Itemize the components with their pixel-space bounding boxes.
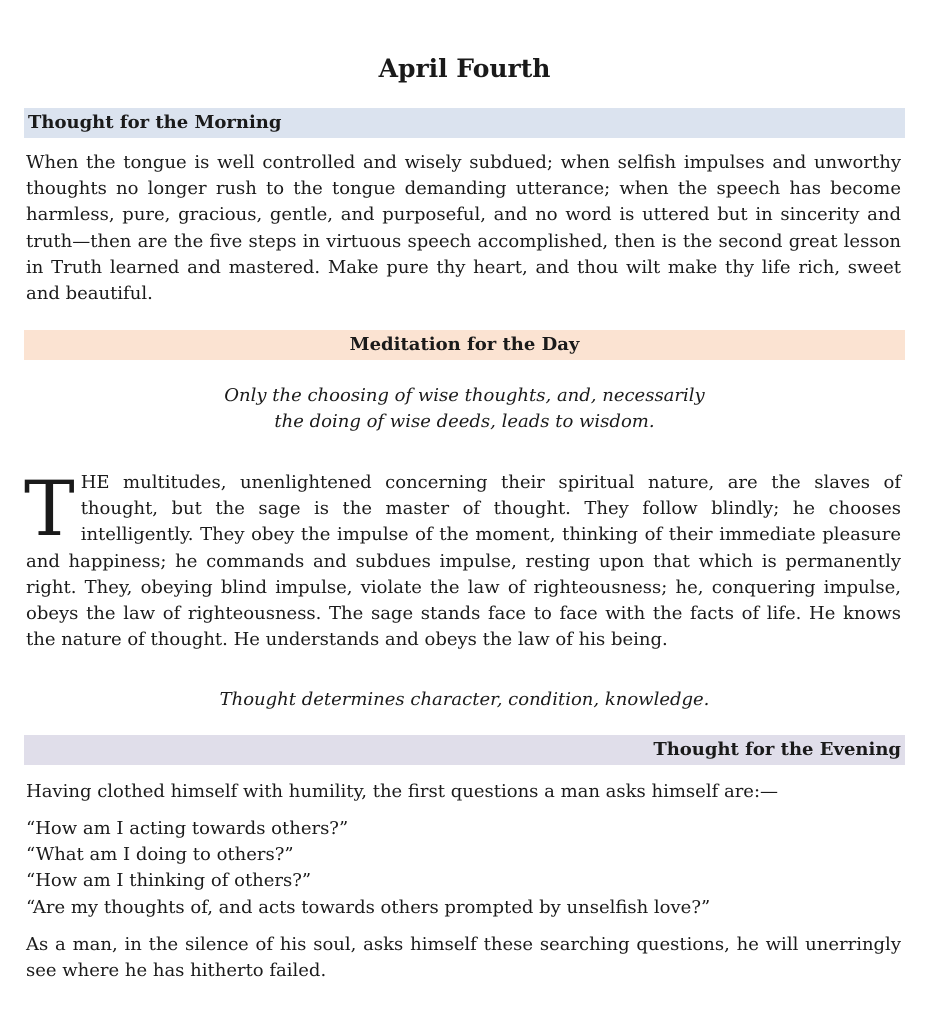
- meditation-quote-line-2: the doing of wise deeds, leads to wisdom.: [274, 411, 655, 433]
- meditation-heading: Meditation for the Day: [24, 330, 905, 360]
- question-list: [26, 816, 901, 921]
- meditation-body: [24, 464, 901, 653]
- question-item: “What am I doing to others?”: [26, 844, 294, 866]
- meditation-quote: [0, 383, 929, 435]
- evening-closing: As a man, in the silence of his soul, asks himself these searching questions, he will unerringly see where he has hitherto failed.: [26, 934, 901, 982]
- evening-intro: Having clothed himself with humility, the first questions a man asks himself are:—: [26, 781, 779, 802]
- meditation-body-text: HE multitudes, unenlightened concerning their spiritual nature, are the slaves of thought, but the sage is the master of thought. They follow blindly; he chooses intelligently. They obey the impulse of the moment, thinking of their immediate pleasure and happiness; he commands and subdues impulse, resting upon that which is permanently right. They, obeying blind impulse, violate the law of righteousness; he, conquering impulse, obeys the law of righteousness. The sage stands face to face with the facts of life. He knows the nature of thought. He understands and obeys the law of his being.: [26, 472, 901, 651]
- page-title: April Fourth: [378, 54, 551, 83]
- question-item: “How am I thinking of others?”: [26, 870, 312, 892]
- question-item: “How am I acting towards others?”: [26, 818, 349, 839]
- morning-text: When the tongue is well controlled and wisely subdued; when selfish impulses and unworthy thoughts no longer rush to the tongue demanding utterance; when the speech has become harmless, pure, gracious, gentle, and purposeful, and no word is uttered but in sincerity and truth—then are the five steps in virtuous speech accomplished, then is the second great lesson in Truth learned and mastered. Make pure thy heart, and thou wilt make thy life rich, sweet and beautiful.: [26, 152, 901, 305]
- morning-heading: Thought for the Morning: [24, 108, 905, 138]
- drop-cap: T: [24, 464, 75, 553]
- meditation-quote-line-1: Only the choosing of wise thoughts, and, necessarily: [224, 385, 705, 406]
- evening-heading: Thought for the Evening: [24, 735, 905, 765]
- question-item: “Are my thoughts of, and acts towards others prompted by unselfish love?”: [26, 896, 711, 918]
- meditation-closing: Thought determines character, condition, knowledge.: [219, 689, 710, 710]
